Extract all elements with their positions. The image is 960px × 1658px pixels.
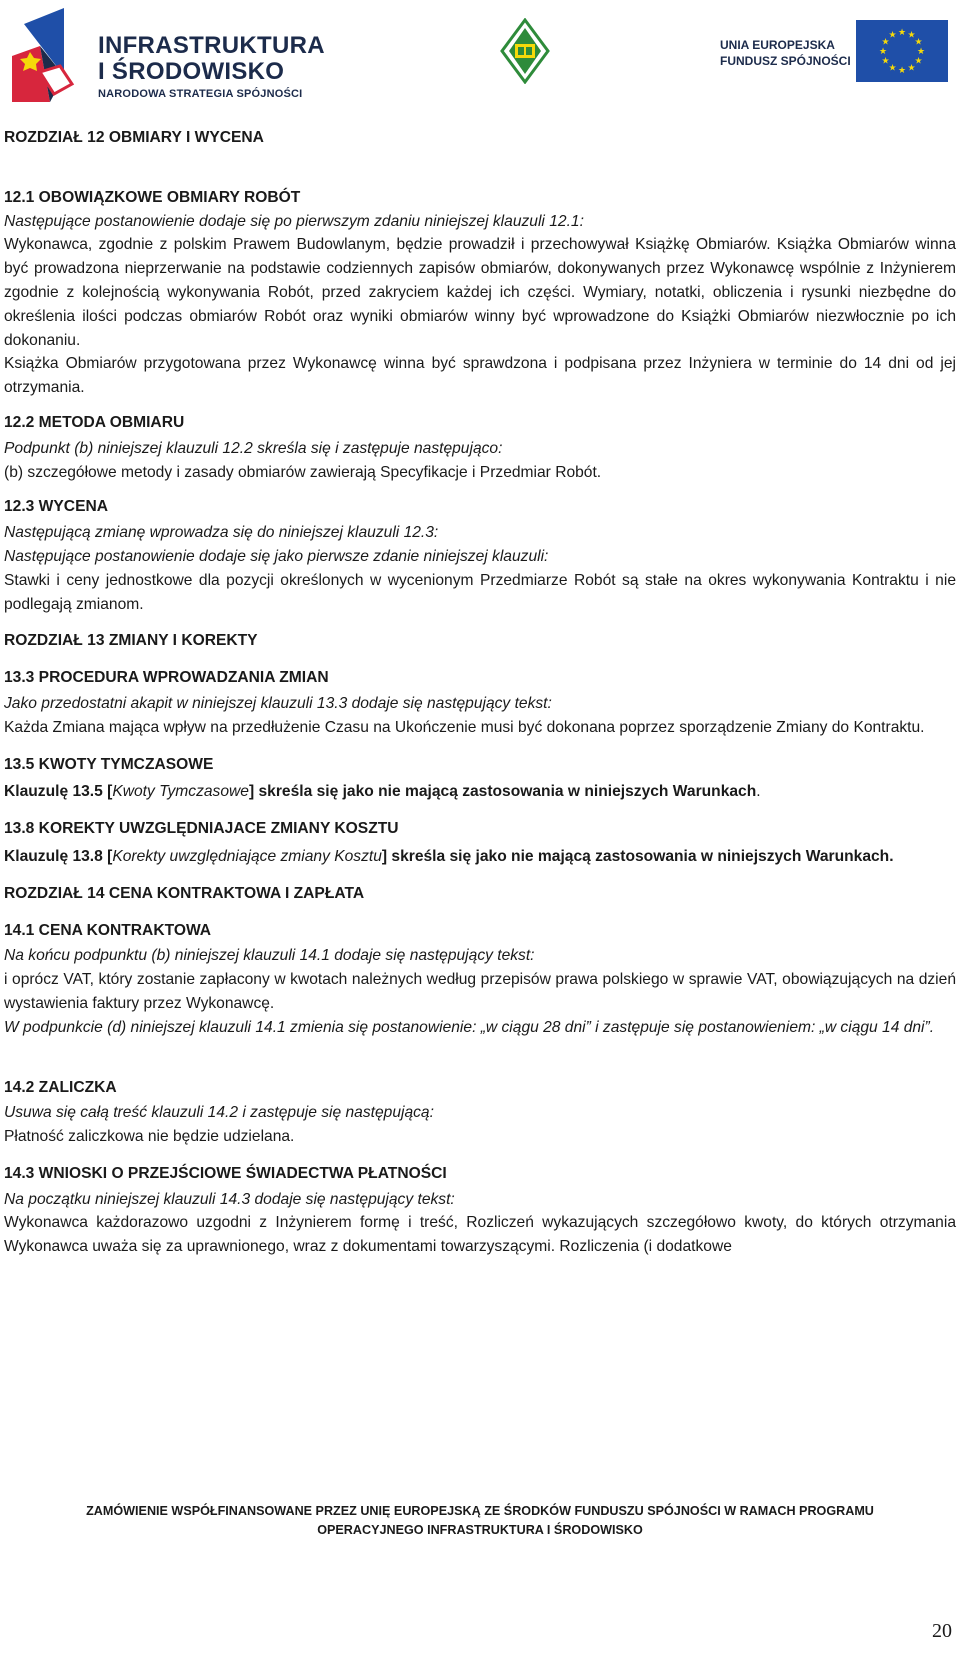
- eu-star-icon: ★: [881, 55, 890, 66]
- footer-line-1: ZAMÓWIENIE WSPÓŁFINANSOWANE PRZEZ UNIĘ EUROPEJSKĄ ZE ŚRODKÓW FUNDUSZU SPÓJNOŚCI W RAMACH PROGRAMU: [86, 1504, 874, 1518]
- section-12-3-title: 12.3 WYCENA: [4, 498, 108, 516]
- section-14-3-paragraph-1: Wykonawca każdorazowo uzgodni z Inżynierem formę i treść, Rozliczeń wykazujących szczegółowo kwoty, do których otrzymania Wykonawca uważa się za uprawnionego, wraz z dokumentami towarzyszącymi. Rozliczenia (i dodatkowe: [4, 1214, 956, 1256]
- section-12-3-intro-1: Następującą zmianę wprowadza się do niniejszej klauzuli 12.3:: [4, 524, 439, 542]
- gddkia-emblem-icon: [500, 18, 550, 84]
- section-14-1-intro: Na końcu podpunktu (b) niniejszej klauzuli 14.1 dodaje się następujący tekst:: [4, 947, 535, 965]
- eu-star-icon: ★: [878, 46, 888, 56]
- eu-line-1: UNIA EUROPEJSKA: [720, 38, 835, 52]
- section-13-5-paragraph: [4, 780, 956, 804]
- section-13-3-intro: Jako przedostatni akapit w niniejszej klauzuli 13.3 dodaje się następujący tekst:: [4, 694, 552, 712]
- document-body: [4, 126, 956, 1259]
- logo-line-2: I ŚRODOWISKO: [98, 58, 285, 85]
- page-header: [0, 0, 960, 110]
- section-14-2-intro: Usuwa się całą treść klauzuli 14.2 i zastępuje się następującą:: [4, 1104, 434, 1122]
- clause-13-5-prefix: Klauzulę 13.5 [: [4, 783, 113, 801]
- eu-star-icon: ★: [888, 62, 897, 73]
- page-footer: [0, 1502, 960, 1540]
- clause-13-8-prefix: Klauzulę 13.8 [: [4, 847, 113, 865]
- clause-13-8-text: ] skreśla się jako nie mającą zastosowania w niniejszych Warunkach.: [381, 847, 894, 865]
- section-13-3-paragraph-1: Każda Zmiana mająca wpływ na przedłużenie Czasu na Ukończenie musi być dokonana poprzez sporządzenie Zmiany do Kontraktu.: [4, 718, 925, 736]
- eu-flag-icon: [856, 20, 948, 82]
- section-12-2-paragraph-1: (b) szczegółowe metody i zasady obmiarów zawierają Specyfikacje i Przedmiar Robót.: [4, 463, 602, 481]
- section-12-1-intro: Następujące postanowienie dodaje się po pierwszym zdaniu niniejszej klauzuli 12.1:: [4, 212, 584, 230]
- clause-13-5-name: Kwoty Tymczasowe: [112, 783, 249, 801]
- eu-cohesion-fund-logo: [720, 20, 952, 84]
- chapter-12-title: ROZDZIAŁ 12 OBMIARY I WYCENA: [4, 129, 264, 146]
- chapter-14-title: ROZDZIAŁ 14 CENA KONTRAKTOWA I ZAPŁATA: [4, 884, 365, 902]
- section-13-5-title: 13.5 KWOTY TYMCZASOWE: [4, 755, 214, 773]
- clause-13-5-period: .: [756, 783, 761, 801]
- footer-line-2: OPERACYJNEGO INFRASTRUKTURA I ŚRODOWISKO: [317, 1523, 643, 1537]
- eu-star-icon: ★: [907, 29, 916, 40]
- section-12-2-intro: Podpunkt (b) niniejszej klauzuli 12.2 skreśla się i zastępuje następująco:: [4, 439, 503, 457]
- section-12-1-paragraph-2: Książka Obmiarów przygotowana przez Wykonawcę winna być sprawdzona i podpisana przez Inżyniera w terminie do 14 dni od jej otrzymania.: [4, 355, 956, 397]
- clause-13-5-text: ] skreśla się jako nie mającą zastosowania w niniejszych Warunkach: [248, 783, 757, 801]
- eu-star-icon: ★: [907, 62, 916, 73]
- section-13-8-paragraph: [4, 845, 956, 869]
- eu-star-icon: ★: [897, 27, 907, 37]
- logo-line-1: INFRASTRUKTURA: [98, 32, 325, 59]
- clause-13-8-name: Korekty uwzględniające zmiany Kosztu: [112, 847, 382, 865]
- logo-line-3: NARODOWA STRATEGIA SPÓJNOŚCI: [98, 88, 303, 100]
- section-14-3-title: 14.3 WNIOSKI O PRZEJŚCIOWE ŚWIADECTWA PŁATNOŚCI: [4, 1164, 447, 1182]
- eu-star-icon: ★: [914, 55, 923, 66]
- eu-star-icon: ★: [897, 65, 907, 75]
- section-14-2-paragraph-1: Płatność zaliczkowa nie będzie udzielana.: [4, 1128, 295, 1146]
- section-12-1-title: 12.1 OBOWIĄZKOWE OBMIARY ROBÓT: [4, 188, 301, 206]
- section-12-1-paragraph-1: Wykonawca, zgodnie z polskim Prawem Budowlanym, będzie prowadził i przechowywał Książkę Obmiarów. Książka Obmiarów winna być prowadzona nieprzerwanie na podstawie codziennych zapisów obmiarów, dokonywanych przez Wykonawcę wspólnie z Inżynierem zgodnie z kolejnością wykonywania Robót, przed zakryciem każdej ich części. Wymiary, notatki, obliczenia i rysunki niezbędne do określenia ilości podczas obmiarów Robót oraz wyniki obmiarów winny być wprowadzone do Książki Obmiarów niezwłocznie po ich dokonaniu.: [4, 236, 956, 349]
- section-12-3-intro-2: Następujące postanowienie dodaje się jako pierwsze zdanie niniejszej klauzuli:: [4, 547, 549, 565]
- section-14-1-paragraph-2: W podpunkcie (d) niniejszej klauzuli 14.1 zmienia się postanowienie: „w ciągu 28 dni” i zastępuje się postanowieniem: „w ciągu 14 dni”.: [4, 1018, 935, 1036]
- eu-line-2: FUNDUSZ SPÓJNOŚCI: [720, 54, 851, 68]
- section-14-3-intro: Na początku niniejszej klauzuli 14.3 dodaje się następujący tekst:: [4, 1190, 455, 1208]
- section-12-2-title: 12.2 METODA OBMIARU: [4, 413, 185, 431]
- page-number: 20: [932, 1620, 952, 1642]
- chapter-13-title: ROZDZIAŁ 13 ZMIANY I KOREKTY: [4, 632, 258, 650]
- section-13-8-title: 13.8 KOREKTY UWZGLĘDNIAJACE ZMIANY KOSZTU: [4, 820, 399, 838]
- section-12-3-paragraph-1: Stawki i ceny jednostkowe dla pozycji określonych w wycenionym Przedmiarze Robót są stałe na okres wykonywania Kontraktu i nie podlegają zmianom.: [4, 571, 956, 613]
- section-14-1-title: 14.1 CENA KONTRAKTOWA: [4, 921, 212, 939]
- eu-star-icon: ★: [888, 29, 897, 40]
- eu-star-icon: ★: [914, 36, 923, 47]
- infrastruktura-emblem-icon: [10, 6, 90, 104]
- section-13-3-title: 13.3 PROCEDURA WPROWADZANIA ZMIAN: [4, 669, 329, 687]
- section-14-1-paragraph-1: i oprócz VAT, który zostanie zapłacony w kwotach należnych według przepisów prawa polskiego w sprawie VAT, obowiązujących na dzień wystawienia faktury przez Wykonawcę.: [4, 971, 956, 1012]
- eu-star-icon: ★: [916, 46, 926, 56]
- section-14-2-title: 14.2 ZALICZKA: [4, 1078, 117, 1096]
- infrastruktura-logo: [10, 6, 325, 104]
- eu-star-icon: ★: [881, 36, 890, 47]
